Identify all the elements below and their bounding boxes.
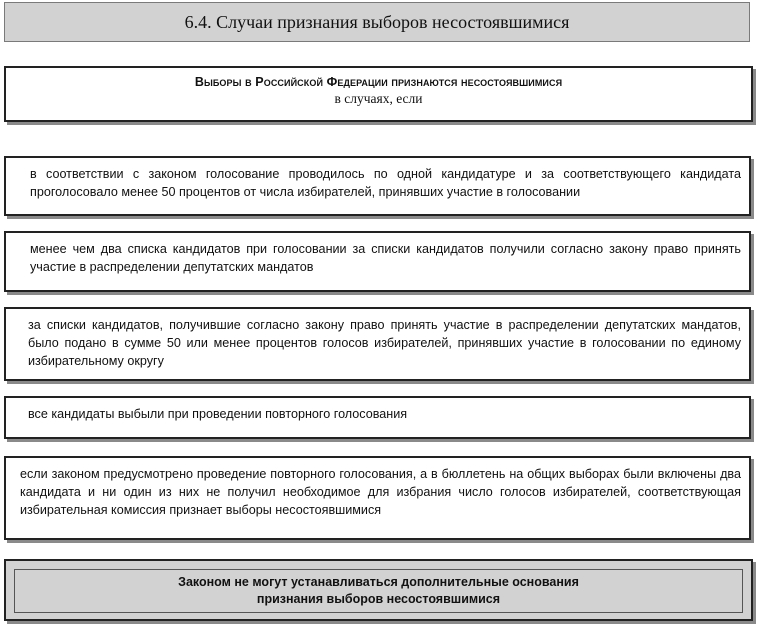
header-main-text: Выборы в Российской Федерации признаются несостоявшимися (194, 75, 563, 89)
case-lists-50-percent-or-less: за списки кандидатов, получившие согласно закону право принять участие в распределении депутатских мандатов, было подано в сумме 50 или менее процентов голосов избирателей, принявших участие в голосовании по единому избирательному округу (4, 307, 751, 381)
footer-inner (14, 569, 743, 613)
case-fewer-than-two-lists: менее чем два списка кандидатов при голосовании за списки кандидатов получили согласно закону право принять участие в распределении депутатских мандатов (4, 231, 751, 292)
case-all-candidates-withdrew: все кандидаты выбыли при проведении повторного голосования (4, 396, 751, 439)
footer-line-1: Законом не могут устанавливаться дополнительные основания (178, 575, 579, 589)
page-title: 6.4. Случаи признания выборов несостоявшимися (4, 2, 750, 42)
header-box (4, 66, 753, 122)
case-runoff-two-candidates: если законом предусмотрено проведение повторного голосования, а в бюллетень на общих выборах были включены два кандидата и ни один из них не получил необходимое для избрания число голосов избирателей, соответствующая избирательная комиссия признает выборы несостоявшимися (4, 456, 751, 540)
header-sub-text: в случаях, если (334, 91, 423, 106)
footer-line-2: признания выборов несостоявшимися (256, 592, 501, 606)
case-single-candidate: в соответствии с законом голосование проводилось по одной кандидатуре и за соответствующего кандидата проголосовало менее 50 процентов от числа избирателей, принявших участие в голосовании (4, 156, 751, 216)
footer-box (4, 559, 753, 621)
